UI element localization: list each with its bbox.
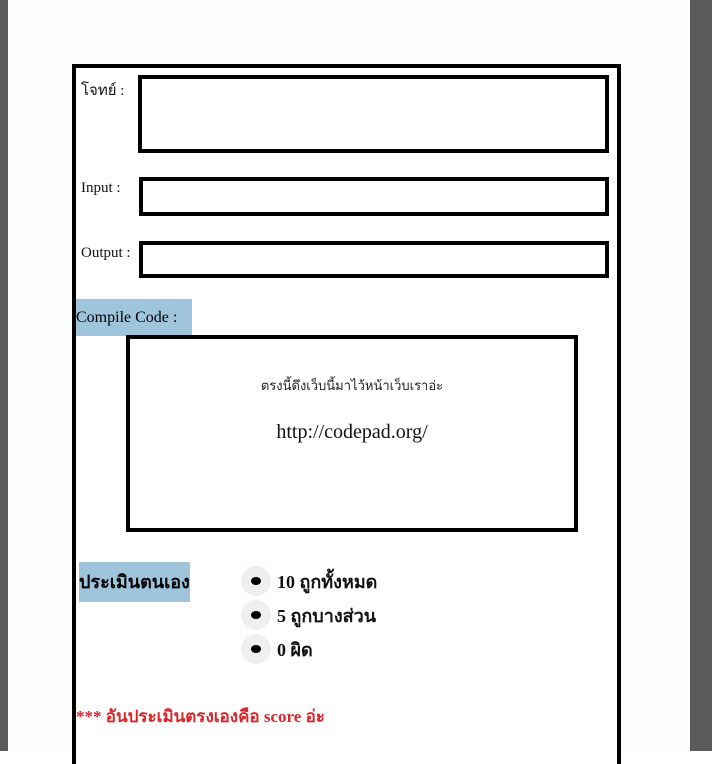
compile-code-label: Compile Code :: [76, 299, 192, 336]
problem-textarea[interactable]: [138, 75, 609, 153]
score-option-partial[interactable]: [241, 600, 376, 630]
radio-icon[interactable]: [241, 634, 271, 664]
score-option-full[interactable]: [241, 566, 377, 596]
score-option-label: 10 ถูกทั้งหมด: [277, 571, 378, 592]
compile-embed-note: ตรงนี้ดึงเว็บนี้มาไว้หน้าเว็บเราอ่ะ: [260, 378, 444, 393]
output-label: Output :: [81, 245, 131, 261]
input-label: Input :: [81, 180, 121, 196]
problem-label: โจทย์ :: [81, 83, 125, 99]
input-field[interactable]: [139, 177, 609, 216]
right-window-edge: [690, 0, 712, 751]
score-option-label: 0 ผิด: [277, 639, 313, 660]
radio-icon[interactable]: [241, 600, 271, 630]
compile-embed-url[interactable]: http://codepad.org/: [276, 421, 428, 443]
score-option-wrong[interactable]: [241, 634, 313, 664]
left-window-edge: [0, 0, 8, 751]
score-note: *** อันประเมินตรงเองคือ score อ่ะ: [76, 707, 325, 726]
radio-icon[interactable]: [241, 566, 271, 596]
compile-code-embed[interactable]: [126, 335, 578, 532]
score-option-label: 5 ถูกบางส่วน: [277, 605, 377, 626]
self-evaluation-label: ประเมินตนเอง: [79, 562, 190, 602]
output-field[interactable]: [139, 241, 609, 278]
